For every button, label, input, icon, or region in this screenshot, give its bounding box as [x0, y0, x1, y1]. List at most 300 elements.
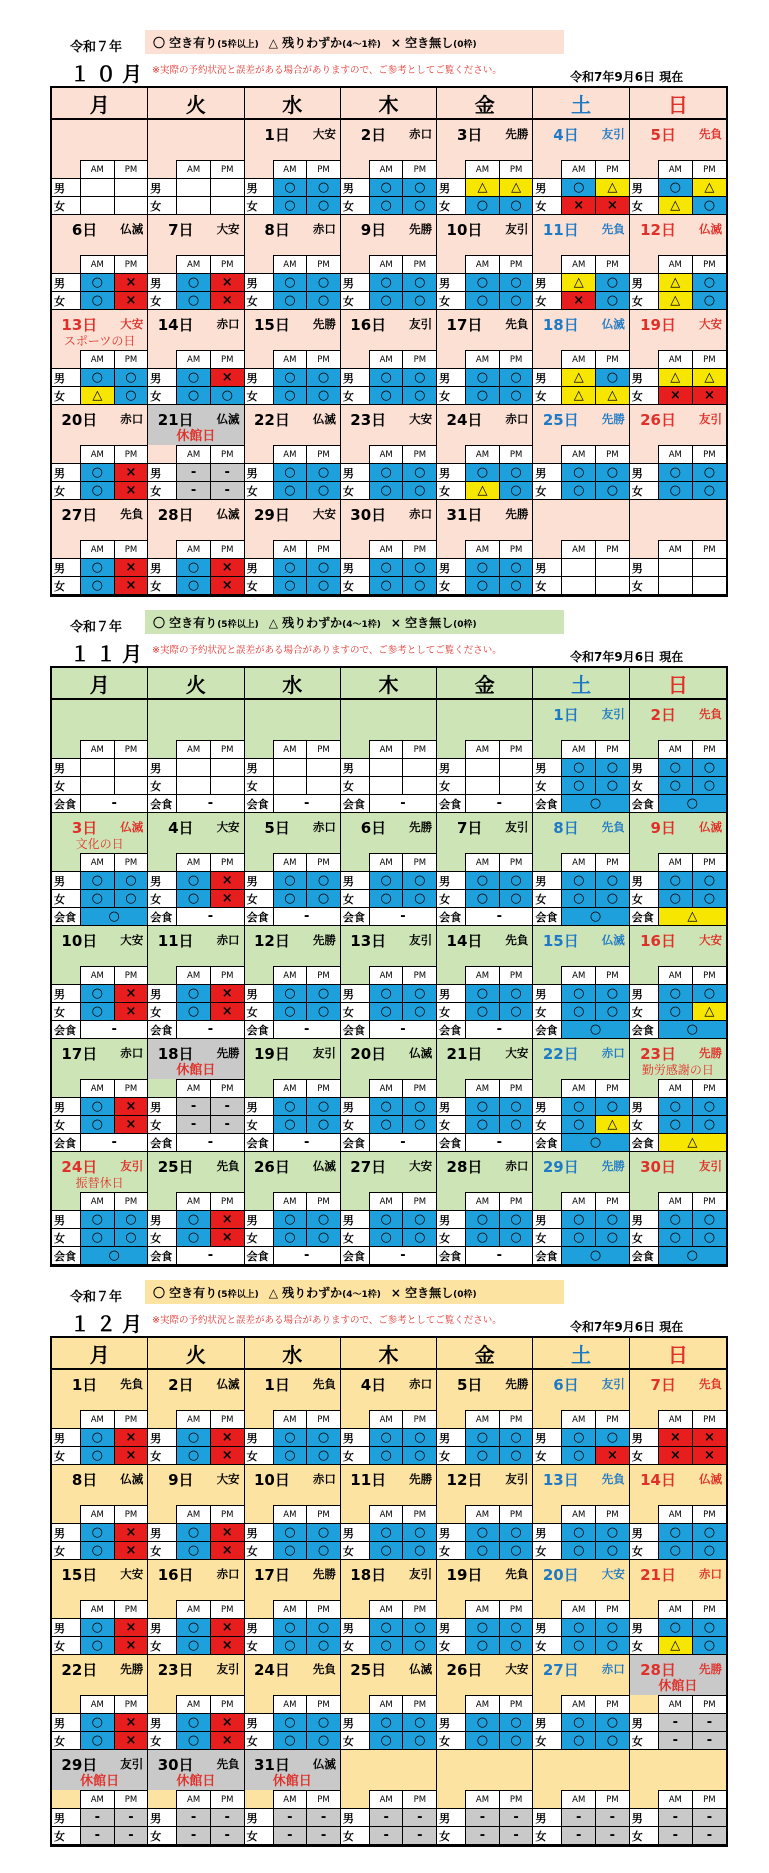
male-am-slot[interactable]: [176, 758, 210, 776]
male-am-slot[interactable]: ○: [273, 871, 307, 889]
male-am-slot[interactable]: ○: [80, 871, 114, 889]
male-pm-slot[interactable]: ○: [402, 558, 436, 576]
female-am-slot[interactable]: ○: [658, 889, 692, 907]
day-cell[interactable]: [437, 405, 533, 500]
female-pm-slot[interactable]: ○: [114, 889, 148, 907]
female-am-slot[interactable]: ○: [561, 1541, 595, 1559]
male-pm-slot[interactable]: ×: [114, 273, 148, 291]
male-pm-slot[interactable]: -: [402, 1808, 436, 1826]
male-pm-slot[interactable]: ×: [210, 368, 244, 386]
female-am-slot[interactable]: ○: [561, 1446, 595, 1464]
day-cell[interactable]: [437, 1655, 533, 1750]
day-cell[interactable]: [52, 1370, 148, 1465]
male-pm-slot[interactable]: ○: [595, 871, 629, 889]
male-am-slot[interactable]: ○: [465, 1618, 499, 1636]
female-pm-slot[interactable]: ○: [499, 481, 533, 499]
male-am-slot[interactable]: ○: [369, 178, 403, 196]
female-am-slot[interactable]: ○: [561, 776, 595, 794]
male-pm-slot[interactable]: ○: [306, 1097, 340, 1115]
female-pm-slot[interactable]: ○: [402, 576, 436, 594]
day-cell[interactable]: [630, 310, 726, 405]
male-am-slot[interactable]: ○: [273, 273, 307, 291]
male-pm-slot[interactable]: ×: [114, 1713, 148, 1731]
male-am-slot[interactable]: ○: [369, 273, 403, 291]
female-pm-slot[interactable]: ○: [499, 291, 533, 309]
female-am-slot[interactable]: ○: [369, 1228, 403, 1246]
male-pm-slot[interactable]: ○: [306, 1618, 340, 1636]
day-cell[interactable]: [341, 813, 437, 926]
female-pm-slot[interactable]: -: [306, 1826, 340, 1844]
male-pm-slot[interactable]: △: [499, 178, 533, 196]
male-pm-slot[interactable]: ○: [499, 1097, 533, 1115]
day-cell[interactable]: [630, 500, 726, 595]
male-am-slot[interactable]: ○: [369, 1210, 403, 1228]
male-am-slot[interactable]: ○: [658, 1097, 692, 1115]
day-cell[interactable]: [630, 405, 726, 500]
meal-slot[interactable]: ○: [561, 794, 628, 812]
male-am-slot[interactable]: ○: [561, 871, 595, 889]
female-am-slot[interactable]: [658, 576, 692, 594]
female-am-slot[interactable]: ○: [465, 1636, 499, 1654]
meal-slot[interactable]: -: [273, 1020, 340, 1038]
male-pm-slot[interactable]: ○: [402, 1428, 436, 1446]
male-am-slot[interactable]: ○: [658, 1618, 692, 1636]
female-pm-slot[interactable]: ○: [692, 291, 726, 309]
male-pm-slot[interactable]: ○: [595, 463, 629, 481]
female-pm-slot[interactable]: ○: [306, 576, 340, 594]
day-cell[interactable]: [52, 1655, 148, 1750]
day-cell[interactable]: [245, 1465, 341, 1560]
male-am-slot[interactable]: [80, 758, 114, 776]
female-am-slot[interactable]: ○: [465, 196, 499, 214]
day-cell[interactable]: [52, 1039, 148, 1152]
female-am-slot[interactable]: ○: [369, 1002, 403, 1020]
male-am-slot[interactable]: [561, 558, 595, 576]
day-cell[interactable]: [437, 1560, 533, 1655]
male-am-slot[interactable]: -: [80, 1808, 114, 1826]
male-pm-slot[interactable]: [114, 178, 148, 196]
female-am-slot[interactable]: ○: [561, 1636, 595, 1654]
male-am-slot[interactable]: [176, 178, 210, 196]
female-am-slot[interactable]: ○: [273, 291, 307, 309]
female-am-slot[interactable]: [80, 776, 114, 794]
male-am-slot[interactable]: ○: [369, 1523, 403, 1541]
female-pm-slot[interactable]: [210, 776, 244, 794]
male-am-slot[interactable]: ○: [658, 1210, 692, 1228]
day-cell[interactable]: [148, 1465, 244, 1560]
male-am-slot[interactable]: ○: [80, 368, 114, 386]
female-am-slot[interactable]: ○: [80, 1541, 114, 1559]
male-am-slot[interactable]: -: [658, 1808, 692, 1826]
male-pm-slot[interactable]: ○: [114, 1210, 148, 1228]
male-am-slot[interactable]: △: [465, 178, 499, 196]
female-pm-slot[interactable]: ○: [402, 481, 436, 499]
female-pm-slot[interactable]: ○: [499, 1228, 533, 1246]
male-am-slot[interactable]: ○: [80, 273, 114, 291]
female-am-slot[interactable]: ○: [369, 1115, 403, 1133]
day-cell[interactable]: [52, 310, 148, 405]
male-pm-slot[interactable]: ○: [306, 273, 340, 291]
meal-slot[interactable]: -: [273, 1246, 340, 1264]
day-cell[interactable]: [148, 1152, 244, 1265]
meal-slot[interactable]: ○: [658, 1020, 726, 1038]
female-pm-slot[interactable]: ○: [402, 1228, 436, 1246]
female-pm-slot[interactable]: ○: [499, 196, 533, 214]
day-cell[interactable]: [437, 1152, 533, 1265]
meal-slot[interactable]: -: [465, 907, 532, 925]
male-am-slot[interactable]: ○: [176, 1523, 210, 1541]
female-am-slot[interactable]: -: [369, 1826, 403, 1844]
female-am-slot[interactable]: ○: [273, 1002, 307, 1020]
male-am-slot[interactable]: ×: [658, 1428, 692, 1446]
day-cell[interactable]: [533, 500, 629, 595]
female-am-slot[interactable]: ○: [80, 1636, 114, 1654]
female-am-slot[interactable]: ○: [658, 481, 692, 499]
female-am-slot[interactable]: ○: [465, 386, 499, 404]
female-am-slot[interactable]: ○: [465, 1228, 499, 1246]
day-cell[interactable]: [245, 1370, 341, 1465]
day-cell[interactable]: [52, 120, 148, 215]
female-am-slot[interactable]: ○: [369, 1541, 403, 1559]
male-am-slot[interactable]: ○: [273, 984, 307, 1002]
female-pm-slot[interactable]: ○: [595, 1541, 629, 1559]
male-pm-slot[interactable]: ×: [210, 273, 244, 291]
female-pm-slot[interactable]: ○: [402, 1115, 436, 1133]
male-am-slot[interactable]: ○: [80, 1618, 114, 1636]
female-am-slot[interactable]: ×: [561, 291, 595, 309]
male-pm-slot[interactable]: ○: [499, 1210, 533, 1228]
female-pm-slot[interactable]: [402, 776, 436, 794]
female-pm-slot[interactable]: ○: [499, 1541, 533, 1559]
female-pm-slot[interactable]: ○: [306, 1228, 340, 1246]
day-cell[interactable]: [245, 1152, 341, 1265]
day-cell[interactable]: [533, 310, 629, 405]
female-pm-slot[interactable]: ×: [114, 576, 148, 594]
day-cell[interactable]: [630, 120, 726, 215]
day-cell[interactable]: [245, 926, 341, 1039]
female-pm-slot[interactable]: [306, 776, 340, 794]
male-am-slot[interactable]: ○: [465, 368, 499, 386]
male-pm-slot[interactable]: △: [595, 178, 629, 196]
female-pm-slot[interactable]: ○: [499, 386, 533, 404]
day-cell[interactable]: [533, 1655, 629, 1750]
female-am-slot[interactable]: ○: [273, 386, 307, 404]
female-am-slot[interactable]: ○: [80, 1002, 114, 1020]
meal-slot[interactable]: -: [465, 1133, 532, 1151]
male-pm-slot[interactable]: △: [692, 178, 726, 196]
day-cell[interactable]: [533, 1750, 629, 1845]
male-pm-slot[interactable]: ×: [114, 1523, 148, 1541]
day-cell[interactable]: [52, 1465, 148, 1560]
male-am-slot[interactable]: ○: [176, 1713, 210, 1731]
female-pm-slot[interactable]: ○: [402, 386, 436, 404]
male-am-slot[interactable]: ○: [465, 871, 499, 889]
male-am-slot[interactable]: ○: [369, 558, 403, 576]
male-pm-slot[interactable]: -: [595, 1808, 629, 1826]
female-am-slot[interactable]: ○: [176, 1002, 210, 1020]
male-am-slot[interactable]: ○: [658, 463, 692, 481]
male-am-slot[interactable]: ○: [273, 1097, 307, 1115]
male-pm-slot[interactable]: ○: [499, 1523, 533, 1541]
day-cell[interactable]: [148, 405, 244, 500]
meal-slot[interactable]: ○: [80, 907, 147, 925]
day-cell[interactable]: [341, 1465, 437, 1560]
female-pm-slot[interactable]: ×: [114, 291, 148, 309]
day-cell[interactable]: [245, 700, 341, 813]
day-cell[interactable]: [630, 926, 726, 1039]
day-cell[interactable]: [533, 405, 629, 500]
female-pm-slot[interactable]: ×: [114, 481, 148, 499]
female-pm-slot[interactable]: ○: [692, 481, 726, 499]
female-pm-slot[interactable]: -: [692, 1826, 726, 1844]
day-cell[interactable]: [533, 1560, 629, 1655]
female-am-slot[interactable]: -: [561, 1826, 595, 1844]
male-pm-slot[interactable]: ×: [114, 463, 148, 481]
day-cell[interactable]: [148, 1750, 244, 1845]
female-am-slot[interactable]: [176, 776, 210, 794]
male-pm-slot[interactable]: ○: [306, 1523, 340, 1541]
female-pm-slot[interactable]: ○: [692, 776, 726, 794]
female-pm-slot[interactable]: ○: [692, 889, 726, 907]
male-am-slot[interactable]: ○: [658, 1523, 692, 1541]
day-cell[interactable]: [437, 500, 533, 595]
female-pm-slot[interactable]: ○: [595, 1731, 629, 1749]
male-am-slot[interactable]: ○: [273, 463, 307, 481]
day-cell[interactable]: [341, 1039, 437, 1152]
female-pm-slot[interactable]: ○: [306, 386, 340, 404]
male-am-slot[interactable]: ○: [273, 1713, 307, 1731]
male-pm-slot[interactable]: ○: [402, 1210, 436, 1228]
male-am-slot[interactable]: -: [369, 1808, 403, 1826]
male-pm-slot[interactable]: ○: [595, 1713, 629, 1731]
male-am-slot[interactable]: -: [658, 1713, 692, 1731]
male-am-slot[interactable]: ○: [561, 463, 595, 481]
female-pm-slot[interactable]: ×: [210, 1002, 244, 1020]
female-pm-slot[interactable]: ○: [402, 196, 436, 214]
male-pm-slot[interactable]: ×: [114, 558, 148, 576]
female-am-slot[interactable]: △: [658, 196, 692, 214]
female-am-slot[interactable]: △: [658, 1636, 692, 1654]
female-pm-slot[interactable]: ○: [210, 386, 244, 404]
day-cell[interactable]: [341, 1370, 437, 1465]
day-cell[interactable]: [341, 700, 437, 813]
male-am-slot[interactable]: ○: [465, 1097, 499, 1115]
meal-slot[interactable]: -: [80, 794, 147, 812]
day-cell[interactable]: [148, 700, 244, 813]
male-pm-slot[interactable]: [210, 758, 244, 776]
male-am-slot[interactable]: ○: [561, 1428, 595, 1446]
female-pm-slot[interactable]: -: [692, 1731, 726, 1749]
male-am-slot[interactable]: ○: [273, 368, 307, 386]
male-pm-slot[interactable]: [595, 558, 629, 576]
day-cell[interactable]: [341, 1655, 437, 1750]
day-cell[interactable]: [630, 215, 726, 310]
day-cell[interactable]: [630, 1750, 726, 1845]
male-pm-slot[interactable]: ○: [595, 273, 629, 291]
female-am-slot[interactable]: ○: [658, 776, 692, 794]
male-pm-slot[interactable]: ○: [114, 368, 148, 386]
female-pm-slot[interactable]: ○: [499, 1115, 533, 1133]
male-pm-slot[interactable]: ○: [306, 871, 340, 889]
day-cell[interactable]: [52, 1560, 148, 1655]
female-pm-slot[interactable]: ×: [114, 1636, 148, 1654]
male-pm-slot[interactable]: ○: [402, 1097, 436, 1115]
day-cell[interactable]: [533, 1152, 629, 1265]
male-am-slot[interactable]: [369, 758, 403, 776]
day-cell[interactable]: [148, 500, 244, 595]
day-cell[interactable]: [533, 1370, 629, 1465]
female-am-slot[interactable]: ○: [658, 1541, 692, 1559]
male-pm-slot[interactable]: ○: [306, 1428, 340, 1446]
male-pm-slot[interactable]: ○: [499, 984, 533, 1002]
day-cell[interactable]: [437, 120, 533, 215]
female-am-slot[interactable]: ○: [465, 1002, 499, 1020]
male-am-slot[interactable]: ○: [176, 368, 210, 386]
day-cell[interactable]: [245, 813, 341, 926]
female-pm-slot[interactable]: ○: [306, 889, 340, 907]
male-am-slot[interactable]: ○: [561, 984, 595, 1002]
male-pm-slot[interactable]: ○: [402, 871, 436, 889]
female-am-slot[interactable]: ○: [561, 889, 595, 907]
day-cell[interactable]: [437, 813, 533, 926]
male-am-slot[interactable]: ○: [369, 1428, 403, 1446]
day-cell[interactable]: [245, 1750, 341, 1845]
female-am-slot[interactable]: ○: [176, 1731, 210, 1749]
female-pm-slot[interactable]: ○: [499, 1636, 533, 1654]
female-pm-slot[interactable]: ○: [114, 1228, 148, 1246]
male-am-slot[interactable]: ○: [176, 984, 210, 1002]
meal-slot[interactable]: -: [273, 794, 340, 812]
male-am-slot[interactable]: △: [658, 273, 692, 291]
female-pm-slot[interactable]: ○: [499, 576, 533, 594]
male-am-slot[interactable]: ○: [561, 1523, 595, 1541]
male-pm-slot[interactable]: -: [499, 1808, 533, 1826]
male-pm-slot[interactable]: ×: [114, 1097, 148, 1115]
female-am-slot[interactable]: ○: [80, 1115, 114, 1133]
male-pm-slot[interactable]: ○: [499, 368, 533, 386]
meal-slot[interactable]: -: [176, 1246, 243, 1264]
female-am-slot[interactable]: ○: [658, 1002, 692, 1020]
female-pm-slot[interactable]: ○: [499, 889, 533, 907]
male-am-slot[interactable]: [465, 758, 499, 776]
day-cell[interactable]: [630, 1465, 726, 1560]
female-am-slot[interactable]: ○: [465, 1541, 499, 1559]
male-pm-slot[interactable]: -: [210, 1808, 244, 1826]
male-am-slot[interactable]: ○: [273, 1523, 307, 1541]
female-pm-slot[interactable]: ×: [114, 1446, 148, 1464]
female-am-slot[interactable]: ○: [369, 1731, 403, 1749]
male-am-slot[interactable]: ○: [80, 1523, 114, 1541]
day-cell[interactable]: [245, 1039, 341, 1152]
day-cell[interactable]: [148, 813, 244, 926]
male-am-slot[interactable]: ○: [465, 1210, 499, 1228]
male-am-slot[interactable]: ○: [176, 1210, 210, 1228]
day-cell[interactable]: [52, 700, 148, 813]
meal-slot[interactable]: -: [465, 794, 532, 812]
female-am-slot[interactable]: ○: [80, 1446, 114, 1464]
male-pm-slot[interactable]: ○: [692, 1618, 726, 1636]
female-pm-slot[interactable]: ×: [210, 1446, 244, 1464]
male-pm-slot[interactable]: ○: [499, 1618, 533, 1636]
female-pm-slot[interactable]: ×: [114, 1002, 148, 1020]
male-pm-slot[interactable]: ○: [306, 178, 340, 196]
male-am-slot[interactable]: ○: [465, 558, 499, 576]
day-cell[interactable]: [52, 1750, 148, 1845]
day-cell[interactable]: [148, 120, 244, 215]
day-cell[interactable]: [52, 500, 148, 595]
day-cell[interactable]: [341, 926, 437, 1039]
female-pm-slot[interactable]: ×: [210, 1731, 244, 1749]
male-pm-slot[interactable]: [210, 178, 244, 196]
male-am-slot[interactable]: [80, 178, 114, 196]
female-am-slot[interactable]: [369, 776, 403, 794]
male-pm-slot[interactable]: ○: [692, 273, 726, 291]
male-pm-slot[interactable]: ×: [210, 1618, 244, 1636]
male-pm-slot[interactable]: ○: [692, 1523, 726, 1541]
male-pm-slot[interactable]: ○: [595, 984, 629, 1002]
male-am-slot[interactable]: ○: [273, 1428, 307, 1446]
male-pm-slot[interactable]: -: [210, 1097, 244, 1115]
female-pm-slot[interactable]: [692, 576, 726, 594]
female-pm-slot[interactable]: [499, 776, 533, 794]
male-pm-slot[interactable]: ×: [210, 1713, 244, 1731]
male-am-slot[interactable]: ○: [658, 758, 692, 776]
female-pm-slot[interactable]: ×: [210, 889, 244, 907]
female-pm-slot[interactable]: ○: [692, 1541, 726, 1559]
day-cell[interactable]: [341, 405, 437, 500]
female-am-slot[interactable]: ○: [80, 889, 114, 907]
male-am-slot[interactable]: ○: [369, 984, 403, 1002]
male-pm-slot[interactable]: ○: [692, 871, 726, 889]
meal-slot[interactable]: ○: [561, 907, 628, 925]
female-pm-slot[interactable]: ×: [595, 1446, 629, 1464]
day-cell[interactable]: [52, 405, 148, 500]
female-am-slot[interactable]: ○: [273, 1541, 307, 1559]
meal-slot[interactable]: -: [369, 1133, 436, 1151]
male-am-slot[interactable]: ○: [176, 1618, 210, 1636]
female-am-slot[interactable]: ○: [176, 1446, 210, 1464]
female-pm-slot[interactable]: ○: [306, 1446, 340, 1464]
female-am-slot[interactable]: [273, 776, 307, 794]
female-pm-slot[interactable]: △: [595, 1115, 629, 1133]
female-am-slot[interactable]: ○: [561, 481, 595, 499]
day-cell[interactable]: [630, 1560, 726, 1655]
female-pm-slot[interactable]: ×: [595, 196, 629, 214]
male-am-slot[interactable]: ○: [561, 1713, 595, 1731]
female-pm-slot[interactable]: ○: [692, 196, 726, 214]
male-am-slot[interactable]: ○: [658, 984, 692, 1002]
female-am-slot[interactable]: △: [561, 386, 595, 404]
male-am-slot[interactable]: ○: [561, 1618, 595, 1636]
day-cell[interactable]: [533, 926, 629, 1039]
day-cell[interactable]: [245, 310, 341, 405]
day-cell[interactable]: [341, 1560, 437, 1655]
male-pm-slot[interactable]: -: [692, 1713, 726, 1731]
male-am-slot[interactable]: ○: [176, 558, 210, 576]
male-am-slot[interactable]: ○: [561, 178, 595, 196]
male-pm-slot[interactable]: [306, 758, 340, 776]
female-pm-slot[interactable]: ×: [210, 1636, 244, 1654]
male-pm-slot[interactable]: ×: [114, 1428, 148, 1446]
male-am-slot[interactable]: ○: [80, 1713, 114, 1731]
male-pm-slot[interactable]: ○: [306, 368, 340, 386]
female-am-slot[interactable]: ○: [273, 1115, 307, 1133]
male-pm-slot[interactable]: ○: [402, 273, 436, 291]
male-am-slot[interactable]: ○: [658, 178, 692, 196]
meal-slot[interactable]: -: [369, 907, 436, 925]
meal-slot[interactable]: -: [369, 1246, 436, 1264]
meal-slot[interactable]: ○: [561, 1133, 628, 1151]
